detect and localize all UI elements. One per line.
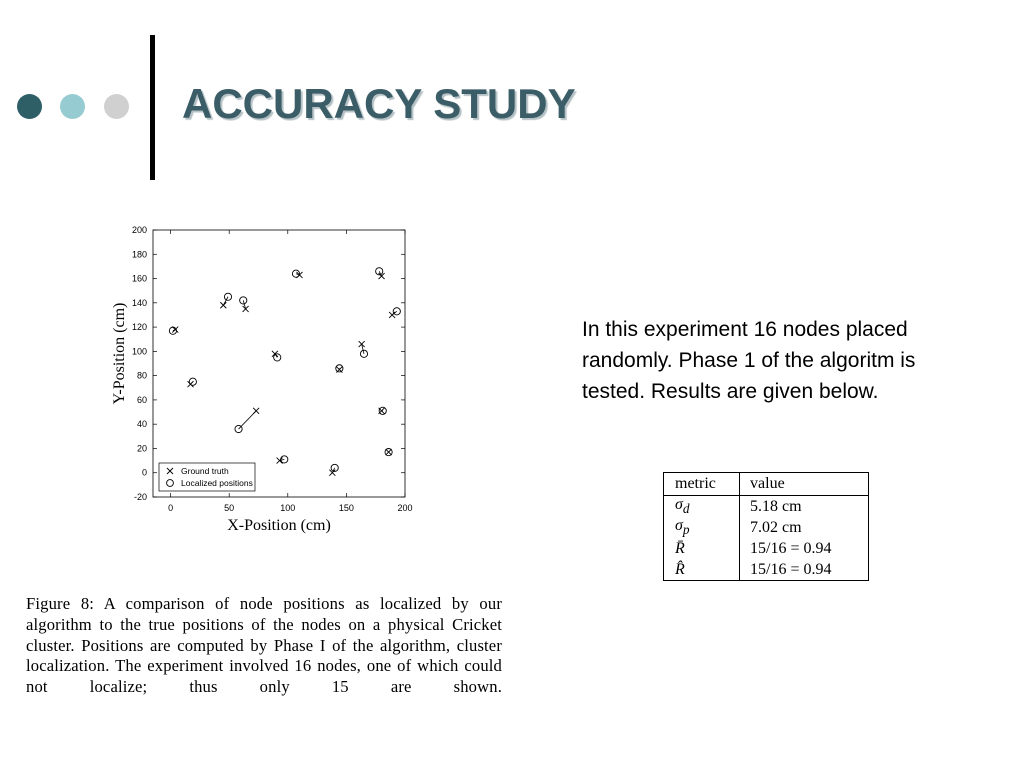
y-tick-label: 120 (131, 322, 147, 333)
y-tick-label: 20 (136, 443, 147, 454)
y-tick-label: 140 (131, 297, 147, 308)
legend-label: Ground truth (181, 466, 229, 476)
title-divider (150, 35, 155, 180)
column-header-value: value (740, 473, 869, 496)
metric-subscript: p (682, 522, 690, 538)
ground-truth-point (253, 408, 259, 414)
ground-truth-point (277, 458, 283, 464)
metric-cell (664, 496, 740, 518)
bullet-dot-gray (104, 94, 129, 119)
metric-symbol: σ (675, 517, 683, 535)
scatter-chart (100, 220, 420, 538)
legend-label: Localized positions (181, 478, 253, 488)
x-tick-label: 100 (280, 503, 296, 513)
x-tick-label: 150 (338, 503, 354, 513)
ground-truth-point (389, 312, 395, 318)
ground-truth-point (386, 449, 392, 455)
localized-point (393, 308, 400, 315)
slide-title: ACCURACY STUDY (182, 80, 576, 127)
y-tick-label: -20 (133, 492, 147, 502)
ground-truth-point (243, 306, 249, 312)
value-cell: 15/16 = 0.94 (740, 559, 869, 581)
localized-point (281, 456, 288, 463)
value-cell: 15/16 = 0.94 (740, 538, 869, 559)
value-cell: 5.18 cm (740, 496, 869, 518)
y-tick-label: 200 (131, 225, 147, 235)
figure-caption: Figure 8: A comparison of node positions as localized by our algorithm to the true positions of the nodes on a physical Cricket cluster. Positions are computed by Phase I of the algorithm, cluster localization. The experiment involved 16 nodes, one of which could not localize; thus only 15 are shown. (26, 594, 502, 697)
y-tick-label: 160 (131, 273, 147, 284)
x-axis-label: X-Position (cm) (227, 517, 331, 534)
metric-subscript: d (682, 501, 690, 517)
value-cell: 7.02 cm (740, 517, 869, 538)
metric-symbol: R (675, 560, 685, 578)
y-tick-label: 180 (131, 249, 147, 260)
metric-cell (664, 517, 740, 538)
x-tick-label: 200 (397, 503, 413, 513)
x-tick-label: 50 (224, 503, 235, 513)
bullet-dot-light (60, 94, 85, 119)
plot-frame (153, 230, 405, 497)
results-table (663, 472, 869, 581)
table-row (664, 559, 869, 581)
ground-truth-point (359, 341, 365, 347)
column-header-metric: metric (664, 473, 740, 496)
y-tick-label: 0 (141, 467, 147, 478)
results-table-header (664, 473, 869, 496)
ground-truth-point (220, 302, 226, 308)
x-tick-label: 0 (168, 503, 174, 513)
table-row (664, 496, 869, 518)
metric-cell (664, 538, 740, 559)
y-tick-label: 40 (136, 419, 147, 430)
localized-point (336, 365, 343, 372)
metric-symbol: R (675, 539, 685, 557)
y-axis-label: Y-Position (cm) (111, 302, 128, 405)
y-tick-label: 100 (131, 346, 147, 357)
y-tick-label: 60 (136, 394, 147, 405)
y-tick-label: 80 (136, 370, 147, 381)
bullet-dot-dark (17, 94, 42, 119)
localized-point (240, 297, 247, 304)
table-row (664, 517, 869, 538)
table-row (664, 538, 869, 559)
metric-symbol: σ (675, 496, 683, 513)
experiment-description: In this experiment 16 nodes placed randomly. Phase 1 of the algoritm is tested. Results are given below. (582, 318, 916, 403)
metric-cell (664, 559, 740, 581)
